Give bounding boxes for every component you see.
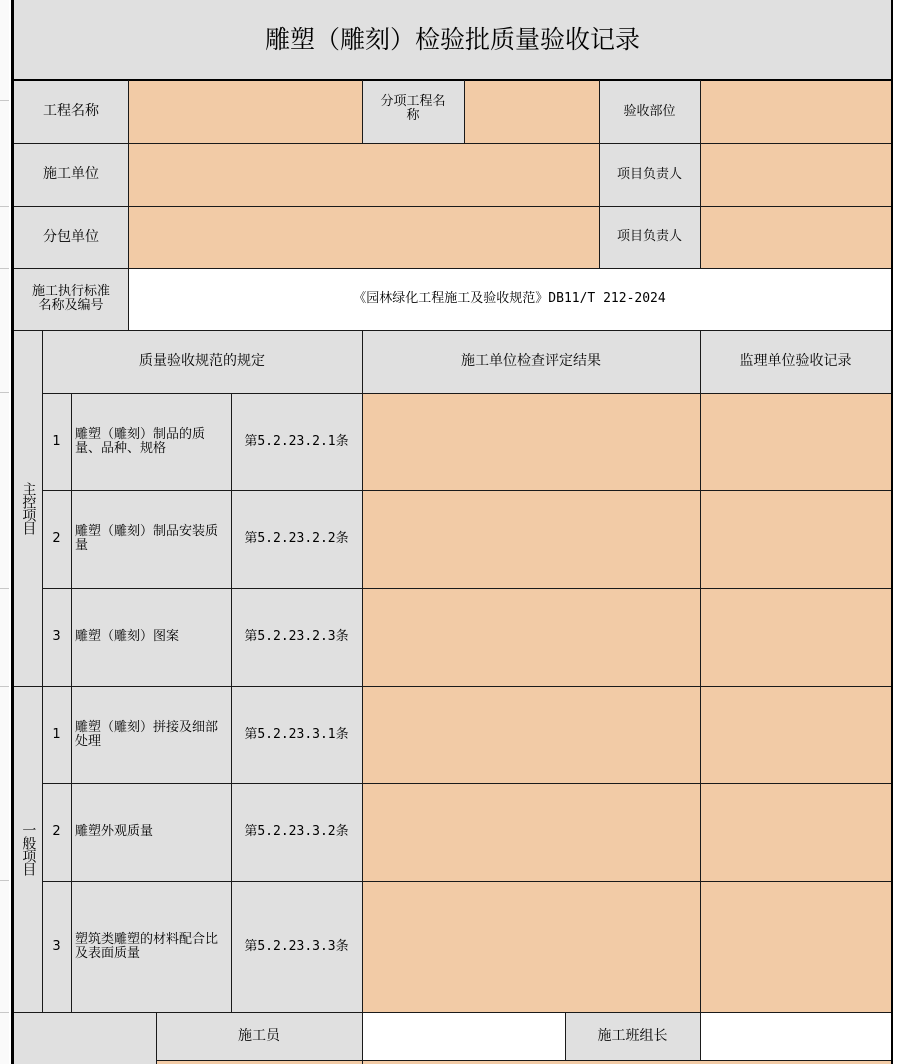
main-item-1-record[interactable] (700, 393, 891, 490)
general-item-1-clause: 第5.2.23.3.1条 (231, 686, 362, 783)
main-items-group-label (14, 330, 42, 686)
main-item-2-record[interactable] (700, 490, 891, 588)
acceptance-part-label: 验收部位 (599, 80, 700, 143)
general-item-1-record[interactable] (700, 686, 891, 783)
standard-label: 施工执行标准名称及编号 (14, 268, 128, 330)
general-item-3-result[interactable] (362, 881, 700, 1012)
acceptance-part-field[interactable] (700, 80, 891, 143)
main-items-label: 主控项目 (20, 482, 37, 534)
footer-blank-cell (14, 1012, 156, 1064)
general-items-label: 一般项目 (20, 823, 37, 875)
general-item-2-clause: 第5.2.23.3.2条 (231, 783, 362, 881)
general-item-1-result[interactable] (362, 686, 700, 783)
main-item-1-name: 雕塑（雕刻）制品的质量、品种、规格 (71, 393, 231, 490)
project-manager-label-2: 项目负责人 (599, 206, 700, 268)
general-items-group-label (14, 686, 42, 1012)
main-item-2-name: 雕塑（雕刻）制品安装质量 (71, 490, 231, 588)
construction-unit-field[interactable] (128, 143, 599, 206)
project-manager-field-2[interactable] (700, 206, 891, 268)
worker-field[interactable] (362, 1012, 565, 1060)
project-name-field[interactable] (128, 80, 362, 143)
general-item-3-clause: 第5.2.23.3.3条 (231, 881, 362, 1012)
worker-label: 施工员 (156, 1012, 362, 1060)
subcontract-unit-label: 分包单位 (14, 206, 128, 268)
general-item-3-name: 塑筑类雕塑的材料配合比及表面质量 (71, 881, 231, 1012)
general-item-2-name: 雕塑外观质量 (71, 783, 231, 881)
project-manager-field-1[interactable] (700, 143, 891, 206)
contractor-result-header: 施工单位检查评定结果 (362, 330, 700, 393)
subcontract-unit-field[interactable] (128, 206, 599, 268)
main-item-3-clause: 第5.2.23.2.3条 (231, 588, 362, 686)
construction-unit-label: 施工单位 (14, 143, 128, 206)
standard-value: 《园林绿化工程施工及验收规范》DB11/T 212-2024 (128, 268, 891, 330)
main-item-2-result[interactable] (362, 490, 700, 588)
general-item-2-result[interactable] (362, 783, 700, 881)
general-item-3-no: 3 (42, 881, 71, 1012)
main-item-1-result[interactable] (362, 393, 700, 490)
sheet-gutter (0, 0, 9, 1064)
sub-project-label: 分项工程名称 (362, 80, 464, 143)
main-item-3-record[interactable] (700, 588, 891, 686)
main-item-3-result[interactable] (362, 588, 700, 686)
main-item-2-no: 2 (42, 490, 71, 588)
main-item-1-clause: 第5.2.23.2.1条 (231, 393, 362, 490)
general-item-1-name: 雕塑（雕刻）拼接及细部处理 (71, 686, 231, 783)
supervisor-record-header: 监理单位验收记录 (700, 330, 891, 393)
team-leader-field[interactable] (700, 1012, 891, 1060)
general-item-3-record[interactable] (700, 881, 891, 1012)
general-item-1-no: 1 (42, 686, 71, 783)
main-item-3-no: 3 (42, 588, 71, 686)
general-item-2-no: 2 (42, 783, 71, 881)
team-leader-label: 施工班组长 (565, 1012, 700, 1060)
main-item-1-no: 1 (42, 393, 71, 490)
project-manager-label-1: 项目负责人 (599, 143, 700, 206)
main-item-2-clause: 第5.2.23.2.2条 (231, 490, 362, 588)
sub-project-field[interactable] (464, 80, 599, 143)
general-item-2-record[interactable] (700, 783, 891, 881)
project-name-label: 工程名称 (14, 80, 128, 143)
form-title: 雕塑（雕刻）检验批质量验收记录 (14, 0, 891, 80)
main-item-3-name: 雕塑（雕刻）图案 (71, 588, 231, 686)
spec-column-header: 质量验收规范的规定 (42, 330, 362, 393)
